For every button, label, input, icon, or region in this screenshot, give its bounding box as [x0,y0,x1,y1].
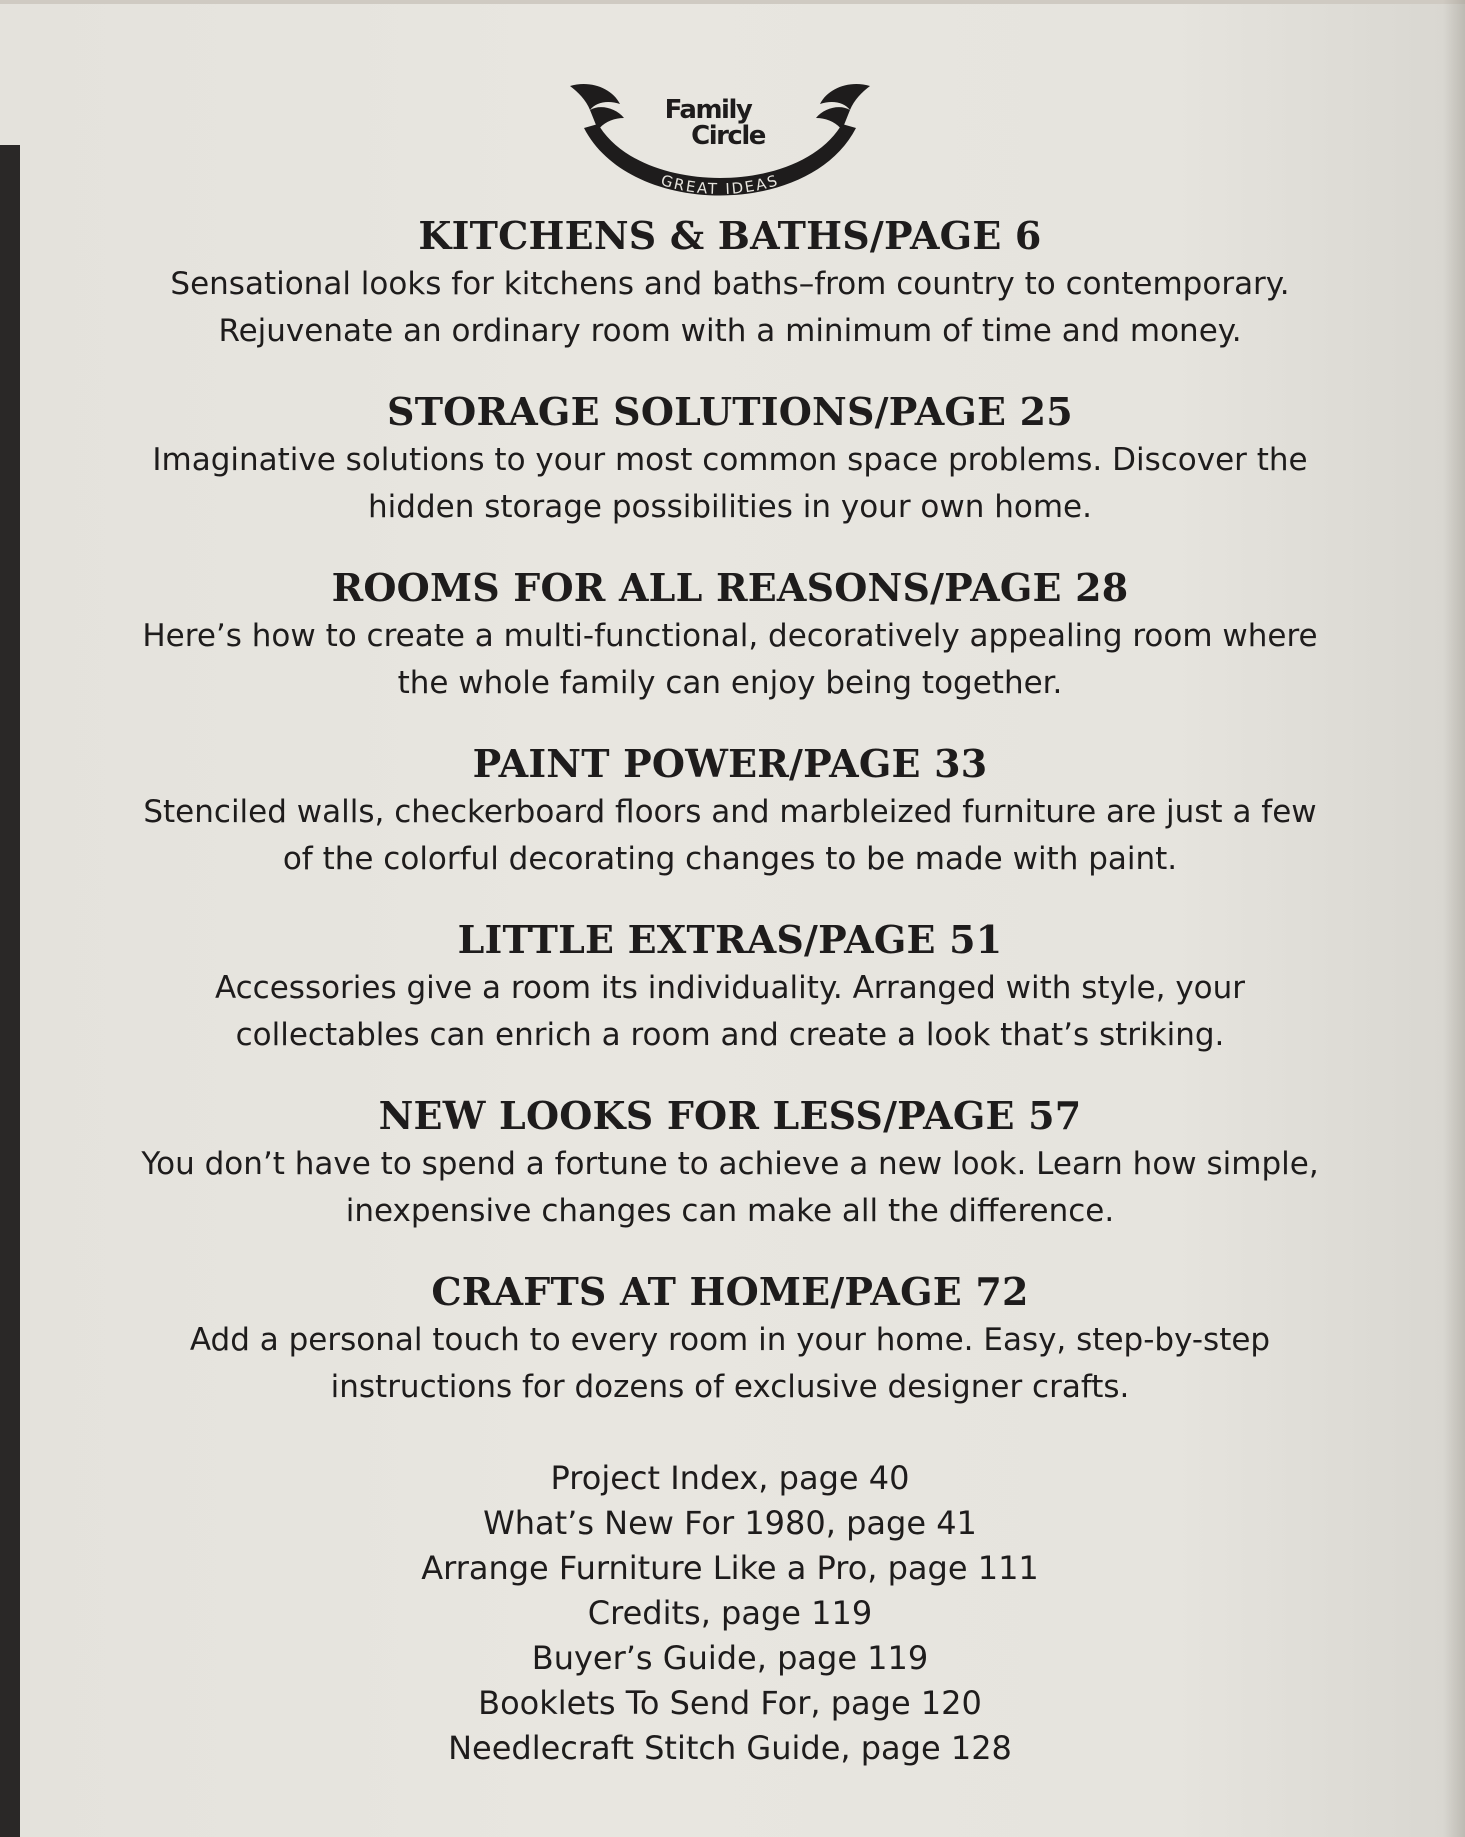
index-item-buyers-guide: Buyer’s Guide, page 119 [531,1639,929,1677]
toc-section-paint-power [40,740,1420,882]
index-item-booklets: Booklets To Send For, page 120 [478,1684,982,1722]
logo-brand-line2: Circle [691,121,765,151]
toc-section-kitchens-baths [40,212,1420,354]
logo-brand-line1: Family [664,95,752,125]
section-description-line: instructions for dozens of exclusive designer crafts. [330,1369,1130,1405]
section-heading: PAINT POWER/PAGE 33 [472,741,988,786]
right-page-shadow [1443,0,1465,1837]
toc-section-storage-solutions [40,388,1420,530]
table-of-contents [40,212,1420,1771]
section-description-line: of the colorful decorating changes to be made with paint. [282,841,1178,877]
section-description-line: Here’s how to create a multi-functional, decoratively appealing room where [142,618,1318,654]
index-item-credits: Credits, page 119 [587,1594,873,1632]
section-description-line: You don’t have to spend a fortune to achieve a new look. Learn how simple, [141,1146,1319,1182]
section-description-line: inexpensive changes can make all the difference. [345,1193,1115,1229]
section-heading: LITTLE EXTRAS/PAGE 51 [457,917,1003,962]
section-description-line: Accessories give a room its individuality. Arranged with style, your [214,970,1246,1006]
toc-section-new-looks-for-less [40,1092,1420,1234]
section-heading: STORAGE SOLUTIONS/PAGE 25 [387,389,1073,434]
section-heading: NEW LOOKS FOR LESS/PAGE 57 [378,1093,1082,1138]
index-item-project-index: Project Index, page 40 [550,1459,910,1497]
section-description-line: Sensational looks for kitchens and baths–from country to contemporary. [170,266,1290,302]
index-item-arrange-furniture: Arrange Furniture Like a Pro, page 111 [421,1549,1039,1587]
index-item-whats-new: What’s New For 1980, page 41 [483,1504,977,1542]
svg-text:GREAT IDEAS [659,171,781,198]
section-description-line: Stenciled walls, checkerboard floors and marbleized furniture are just a few [143,794,1317,830]
left-binding-edge [0,145,20,1837]
toc-section-little-extras [40,916,1420,1058]
section-description-line: hidden storage possibilities in your own home. [368,489,1092,525]
toc-section-rooms-for-all-reasons [40,564,1420,706]
family-circle-logo [560,78,880,208]
section-heading: CRAFTS AT HOME/PAGE 72 [431,1269,1029,1314]
section-description-line: collectables can enrich a room and create a look that’s striking. [235,1017,1225,1053]
index-item-stitch-guide: Needlecraft Stitch Guide, page 128 [448,1729,1012,1767]
departments-index [40,1456,1420,1771]
section-heading: ROOMS FOR ALL REASONS/PAGE 28 [331,565,1129,610]
section-description-line: Rejuvenate an ordinary room with a minimum of time and money. [218,313,1242,349]
toc-section-crafts-at-home [40,1268,1420,1410]
section-heading: KITCHENS & BATHS/PAGE 6 [418,213,1042,258]
top-edge-rule [0,0,1465,4]
section-description-line: the whole family can enjoy being together. [397,665,1063,701]
logo-tagline: GREAT IDEAS [658,171,782,199]
section-description-line: Imaginative solutions to your most common space problems. Discover the [152,442,1308,478]
section-description-line: Add a personal touch to every room in your home. Easy, step-by-step [189,1322,1271,1358]
